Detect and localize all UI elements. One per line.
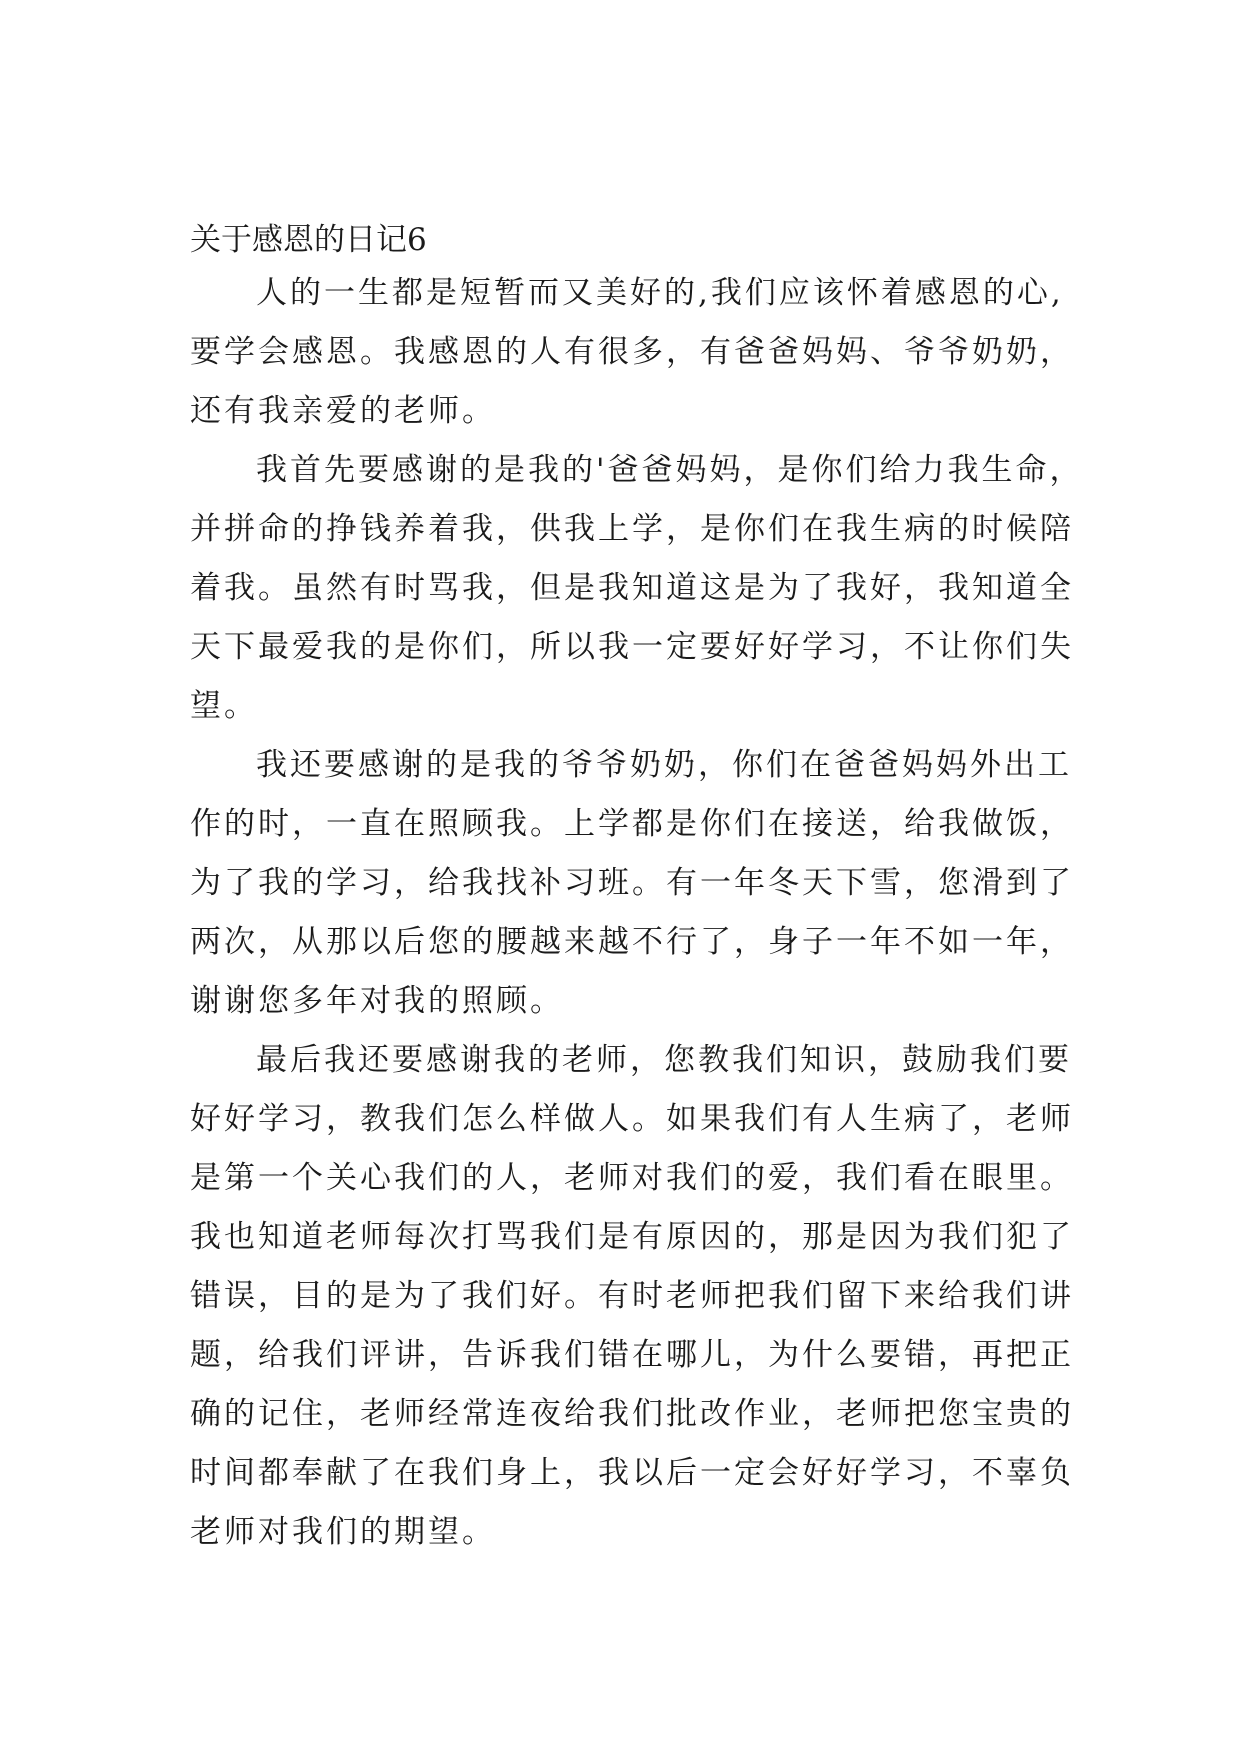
paragraph-line: 是第一个关心我们的人，老师对我们的爱，我们看在眼里。: [190, 1160, 1074, 1196]
paragraph-3: [190, 736, 1074, 1031]
paragraph-line: 确的记住，老师经常连夜给我们批改作业，老师把您宝贵的: [190, 1396, 1074, 1432]
paragraph-line: 最后我还要感谢我的老师，您教我们知识，鼓励我们要: [256, 1042, 1072, 1078]
paragraph-line: 并拼命的挣钱养着我，供我上学，是你们在我生病的时候陪: [190, 511, 1074, 547]
paragraph-line: 我也知道老师每次打骂我们是有原因的，那是因为我们犯了: [190, 1219, 1074, 1255]
paragraph-line: 人的一生都是短暂而又美好的,我们应该怀着感恩的心,: [256, 275, 1064, 311]
paragraph-line: 时间都奉献了在我们身上，我以后一定会好好学习，不辜负: [190, 1455, 1074, 1491]
document-title: 关于感恩的日记6: [190, 222, 427, 258]
paragraph-line: 老师对我们的期望。: [190, 1514, 496, 1550]
paragraph-line: 我首先要感谢的是我的'爸爸妈妈，是你们给力我生命，: [256, 452, 1084, 488]
paragraph-line: 两次，从那以后您的腰越来越不行了，身子一年不如一年，: [190, 924, 1074, 960]
paragraph-line: 天下最爱我的是你们，所以我一定要好好学习，不让你们失: [190, 629, 1074, 665]
paragraph-line: 错误，目的是为了我们好。有时老师把我们留下来给我们讲: [190, 1278, 1074, 1314]
paragraph-line: 要学会感恩。我感恩的人有很多，有爸爸妈妈、爷爷奶奶，: [190, 334, 1074, 370]
paragraph-line: 题，给我们评讲，告诉我们错在哪儿，为什么要错，再把正: [190, 1337, 1074, 1373]
paragraph-line: 为了我的学习，给我找补习班。有一年冬天下雪，您滑到了: [190, 865, 1074, 901]
paragraph-line: 望。: [190, 688, 258, 724]
document-body: [190, 220, 1084, 1562]
paragraph-2: [190, 441, 1084, 736]
paragraph-4: [190, 1031, 1074, 1562]
paragraph-1: [190, 264, 1074, 441]
paragraph-line: 好好学习，教我们怎么样做人。如果我们有人生病了，老师: [190, 1101, 1074, 1137]
paragraph-line: 还有我亲爱的老师。: [190, 393, 496, 429]
paragraph-line: 我还要感谢的是我的爷爷奶奶，你们在爸爸妈妈外出工: [256, 747, 1072, 783]
paragraph-line: 谢谢您多年对我的照顾。: [190, 983, 564, 1019]
paragraph-line: 作的时，一直在照顾我。上学都是你们在接送，给我做饭，: [190, 806, 1074, 842]
paragraph-line: 着我。虽然有时骂我，但是我知道这是为了我好，我知道全: [190, 570, 1074, 606]
